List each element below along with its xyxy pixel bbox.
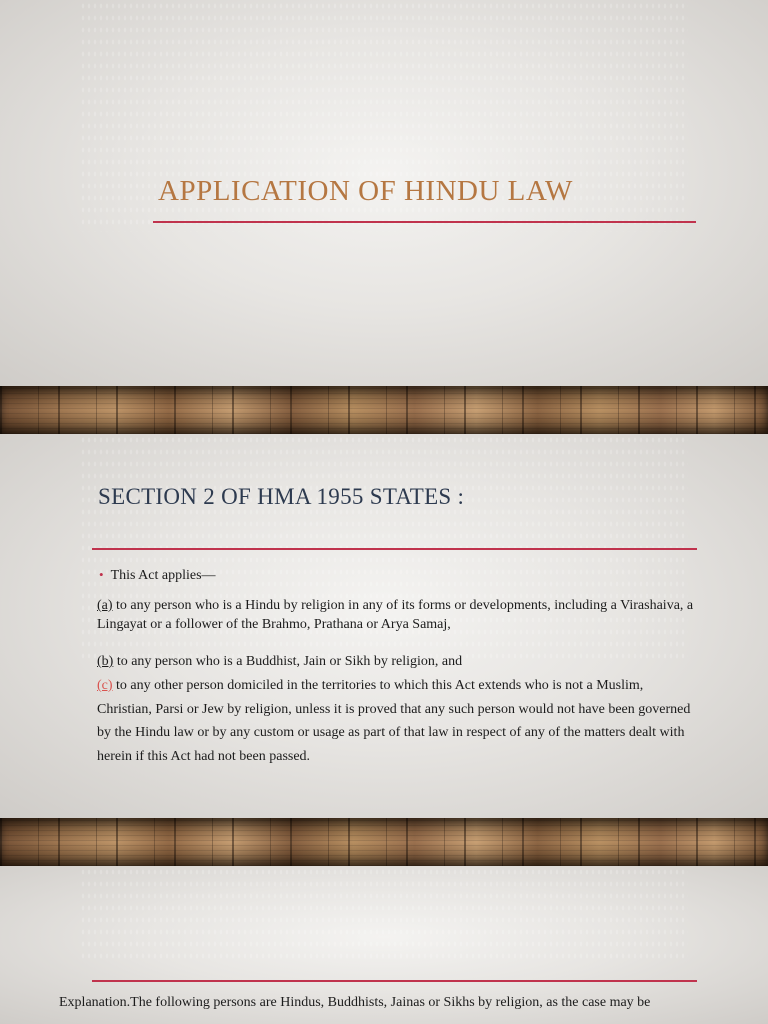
wood-floor-divider-1: [0, 386, 768, 434]
slide-1: [0, 0, 768, 386]
clause-a-label: (a): [97, 598, 113, 613]
explanation-text: Explanation.The following persons are Hindus, Buddhists, Jainas or Sikhs by religion, as the case may be: [59, 995, 651, 1010]
slide-3: [0, 866, 768, 1024]
slide-1-title-rule: [153, 221, 696, 223]
slide-2: [0, 434, 768, 818]
clause-c-label: (c): [97, 678, 113, 693]
clause-b-text: to any person who is a Buddhist, Jain or Sikh by religion, and: [113, 654, 463, 669]
clause-c: [97, 674, 697, 768]
bullet-icon: •: [99, 567, 104, 582]
bullet-text: This Act applies—: [110, 568, 216, 583]
slide-1-title: APPLICATION OF HINDU LAW: [158, 175, 573, 207]
clause-c-text: to any other person domiciled in the territories to which this Act extends who is not a Muslim, Christian, Parsi or Jew by religion, unless it is proved that any such person would not have been governed by the Hindu law or by any custom or usage as part of that law in respect of any of the matters dealt with herein if this Act had not been passed.: [97, 678, 691, 764]
clause-b: [97, 652, 697, 671]
slide-2-title-rule: [92, 548, 697, 550]
clause-a-text: to any person who is a Hindu by religion in any of its forms or developments, including a Virashaiva, a Lingayat or a follower of the Brahmo, Prathana or Arya Samaj,: [97, 598, 694, 632]
slide-2-title: SECTION 2 OF HMA 1955 STATES :: [98, 484, 465, 509]
bullet-item: [99, 565, 216, 585]
clause-b-label: (b): [97, 654, 114, 669]
slide-3-title-rule: [92, 980, 697, 982]
clause-a: [97, 596, 697, 634]
wood-floor-divider-2: [0, 818, 768, 866]
